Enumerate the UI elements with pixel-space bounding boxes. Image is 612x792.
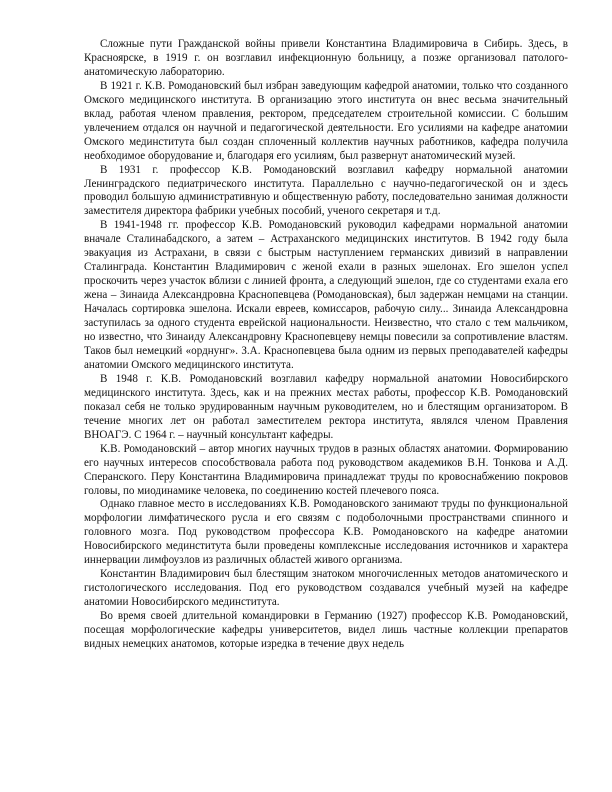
paragraph-lymphatic-research: Однако главное место в исследованиях К.В. Ромодановского занимают труды по функциональной морфологии лимфатического русла и его связям с подоболочными пространствами спинного и головного мозга. Под руководством профессора К.В. Ромодановского на кафедре анатомии Новосибирского мединститута были проведены комплексные исследования источников и характера иннервации лимфоузлов из различных областей живого организма. bbox=[84, 498, 568, 567]
paragraph-novosibirsk-1948: В 1948 г. К.В. Ромодановский возглавил кафедру нормальной анатомии Новосибирского медицинского института. Здесь, как и на прежних местах работы, профессор К.В. Ромодановский показал себя не только эрудированным научным руководителем, но и блестящим организатором. В течение многих лет он работал заместителем ректора института, являлся членом Правления ВНОАГЭ. С 1964 г. – научный консультант кафедры. bbox=[84, 372, 568, 441]
paragraph-war-years: В 1941-1948 гг. профессор К.В. Ромодановский руководил кафедрами нормальной анатомии вначале Сталинабадского, а затем – Астраханского медицинских институтов. В 1942 году была эвакуация из Астрахани, в связи с быстрым наступлением германских дивизий в направлении Сталинграда. Константин Владимирович с женой ехали в разных эшелонах. Его эшелон успел проскочить через участок вблизи с линией фронта, а следующий эшелон, где со студентами ехала его жена – Зинаида Александровна Краснопевцева (Ромодановская), был задержан немцами на станции. Началась сортировка эшелона. Искали евреев, комиссаров, рабочую силу... Зинаида Александровна заступилась за одного студента еврейской национальности. Неизвестно, что стало с тем мальчиком, но известно, что Зинаиду Александровну Краснопевцеву немцы повесили за сопротивление властям. Таков был немецкий «орднунг». З.А. Краснопевцева была одним из первых преподавателей кафедры анатомии Омского медицинского института. bbox=[84, 219, 568, 371]
paragraph-germany-trip: Во время своей длительной командировки в Германию (1927) профессор К.В. Ромодановский, посещая морфологические кафедры университетов, видел лишь частные коллекции препаратов видных немецких анатомов, которые изредка в течение двух недель bbox=[84, 610, 568, 650]
paragraph-omsk-1921: В 1921 г. К.В. Ромодановский был избран заведующим кафедрой анатомии, только что созданного Омского медицинского института. В организацию этого института он внес весьма значительный вклад, работая членом правления, ректором, председателем строительной комиссии. С большим увлечением отдался он научной и педагогической деятельности. Его усилиями на кафедре анатомии Омского мединститута был создан сплоченный коллектив научных работников, кафедра получила необходимое оборудование и, благодаря его усилиям, был развернут анатомический музей. bbox=[84, 79, 568, 162]
paragraph-methods-museum: Константин Владимирович был блестящим знатоком многочисленных методов анатомического и гистологического исследования. Под его руководством создавался учебный музей на кафедре анатомии Новосибирского мединститута. bbox=[84, 568, 568, 609]
document-page bbox=[84, 38, 568, 652]
paragraph-scientific-works: К.В. Ромодановский – автор многих научных трудов в разных областях анатомии. Формированию его научных интересов способствовала работа под руководством академиков В.Н. Тонкова и А.Д. Сперанского. Перу Константина Владимировича принадлежат труды по кровоснабжению покровов головы, по миодинамике человека, по соединению костей плечевого пояса. bbox=[84, 442, 568, 497]
paragraph-siberia: Сложные пути Гражданской войны привели Константина Владимировича в Сибирь. Здесь, в Красноярске, в 1919 г. он возглавил инфекционную больницу, а позже организовал патолого-анатомическую лабораторию. bbox=[84, 38, 568, 78]
paragraph-leningrad-1931: В 1931 г. профессор К.В. Ромодановский возглавил кафедру нормальной анатомии Ленинградского педиатрического института. Параллельно с научно-педагогической он и здесь проводил большую административную и общественную работу, последовательно занимая должности заместителя директора фабрики учебных пособий, ученого секретаря и т.д. bbox=[84, 163, 568, 218]
